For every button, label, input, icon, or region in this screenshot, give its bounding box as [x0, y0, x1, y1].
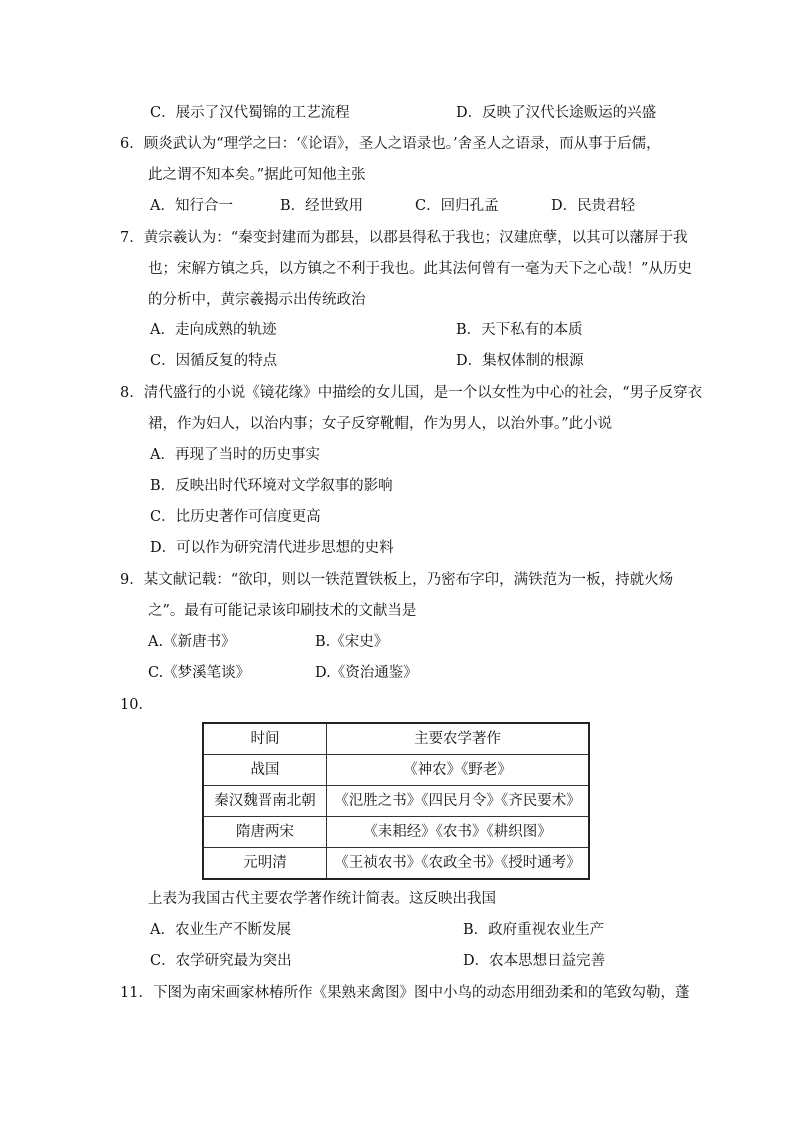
q9-option-a: A.《新唐书》 [148, 634, 236, 650]
table-cell-works: 《王祯农书》《农政全书》《授时通考》 [327, 848, 590, 880]
table-cell-period: 战国 [203, 755, 327, 786]
table-cell-period: 元明清 [203, 848, 327, 880]
q8-option-d: D．可以作为研究清代进步思想的史料 [150, 540, 394, 556]
q7-option-c: C．因循反复的特点 [150, 353, 278, 369]
q10-number: 10． [120, 697, 153, 713]
q8-option-c: C．比历史著作可信度更高 [150, 509, 321, 525]
table-cell-period: 秦汉魏晋南北朝 [203, 786, 327, 817]
q10-caption: 上表为我国古代主要农学著作统计简表。这反映出我国 [148, 891, 496, 907]
q9-option-c: C.《梦溪笔谈》 [148, 665, 251, 681]
q6-option-a: A．知行合一 [150, 198, 233, 214]
q7-option-a: A．走向成熟的轨迹 [150, 322, 277, 338]
q6-stem-line2: 此之谓不知本矣。”据此可知他主张 [148, 167, 366, 183]
table-row [203, 848, 589, 880]
q5-option-c: C．展示了汉代蜀锦的工艺流程 [150, 105, 350, 121]
q8-option-b: B．反映出时代环境对文学叙事的影响 [150, 478, 393, 494]
table-cell-period: 隋唐两宋 [203, 817, 327, 848]
q9-stem-line1: 9．某文献记载：“欲印，则以一铁范置铁板上，乃密布字印，满铁范为一板，持就火炀 [120, 572, 674, 588]
q7-stem-line3: 的分析中，黄宗羲揭示出传统政治 [148, 292, 366, 308]
q7-stem-line2: 也；宋解方镇之兵，以方镇之不利于我也。此其法何曾有一毫为天下之心哉！”从历史 [148, 261, 692, 277]
q9-option-d: D.《资治通鉴》 [315, 665, 418, 681]
agricultural-works-table [202, 722, 590, 880]
q6-option-d: D．民贵君轻 [551, 198, 636, 214]
q7-stem-line1: 7．黄宗羲认为：“秦变封建而为郡县，以郡县得私于我也；汉建庶孽，以其可以藩屏于我 [120, 230, 688, 246]
q10-option-b: B．政府重视农业生产 [463, 922, 605, 938]
table-row [203, 755, 589, 786]
q6-stem-line1: 6．顾炎武认为“理学之曰：‘《论语》，圣人之语录也。’舍圣人之语录，而从事于后儒， [120, 136, 661, 152]
table-header-period: 时间 [203, 723, 327, 755]
q10-option-d: D．农本思想日益完善 [463, 953, 606, 969]
q7-option-b: B．天下私有的本质 [456, 322, 583, 338]
q8-option-a: A．再现了当时的历史事实 [150, 447, 320, 463]
table-cell-works: 《氾胜之书》《四民月令》《齐民要术》 [327, 786, 590, 817]
q8-stem-line2: 裙，作为妇人，以治内事；女子反穿靴帽，作为男人，以治外事。”此小说 [148, 416, 613, 432]
q7-option-d: D．集权体制的根源 [456, 353, 584, 369]
q9-option-b: B.《宋史》 [315, 634, 389, 650]
table-header-row [203, 723, 589, 755]
q5-option-d: D．反映了汉代长途贩运的兴盛 [456, 105, 657, 121]
q9-stem-line2: 之”。最有可能记录该印刷技术的文献当是 [148, 603, 417, 619]
q8-stem-line1: 8．清代盛行的小说《镜花缘》中描绘的女儿国，是一个以女性为中心的社会，“男子反穿衣 [120, 385, 703, 401]
q10-option-c: C．农学研究最为突出 [150, 953, 292, 969]
q6-option-b: B．经世致用 [280, 198, 364, 214]
table-row [203, 786, 589, 817]
table-row [203, 817, 589, 848]
table-header-works: 主要农学著作 [327, 723, 590, 755]
q11-stem-line1: 11．下图为南宋画家林椿所作《果熟来禽图》图中小鸟的动态用细劲柔和的笔致勾勒，蓬 [120, 985, 690, 1001]
q10-option-a: A．农业生产不断发展 [150, 922, 291, 938]
table-cell-works: 《耒耜经》《农书》《耕织图》 [327, 817, 590, 848]
q6-option-c: C．回归孔孟 [415, 198, 499, 214]
table-cell-works: 《神农》《野老》 [327, 755, 590, 786]
